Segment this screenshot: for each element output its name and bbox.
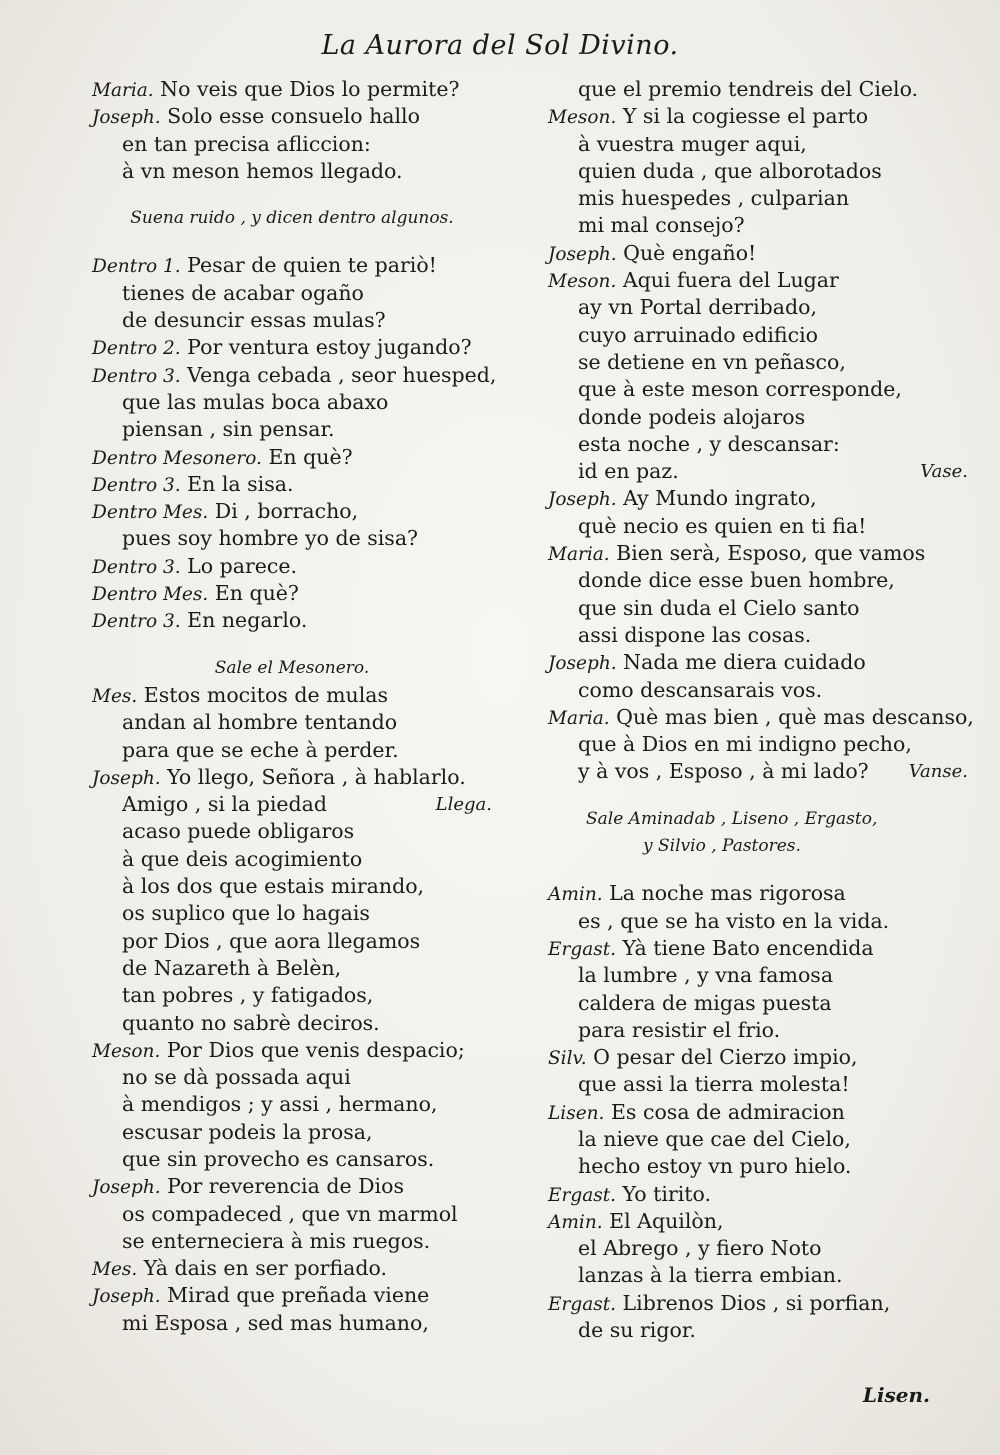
verse-line: [548, 485, 968, 512]
speaker-name: Ergast.: [548, 938, 617, 960]
catchword: Lisen.: [862, 1383, 930, 1407]
speaker-name: Meson.: [92, 1040, 161, 1062]
verse-line: [92, 362, 497, 389]
verse-text: Estos mocitos de mulas: [137, 682, 389, 707]
verse-line: [548, 1099, 968, 1126]
verse-line: [548, 1153, 968, 1180]
verse-line: [92, 791, 492, 818]
verse-line: [92, 553, 492, 580]
verse-text: Yo tirito.: [616, 1181, 712, 1206]
verse-text: quien duda , que alborotados: [578, 158, 882, 183]
verse-text: tan pobres , y fatigados,: [122, 983, 374, 1008]
verse-text: à vuestra muger aqui,: [578, 131, 807, 156]
verse-text: assi dispone las cosas.: [578, 622, 812, 647]
speaker-name: Dentro 3.: [92, 365, 181, 387]
verse-text: que las mulas boca abaxo: [122, 389, 389, 414]
verse-line: [548, 294, 968, 321]
verse-text: hecho estoy vn puro hielo.: [578, 1154, 852, 1179]
verse-line: [548, 322, 968, 349]
verse-line: [92, 307, 492, 334]
stage-direction: Suena ruido , y dicen dentro algunos.: [130, 208, 454, 229]
speaker-name: Ergast.: [548, 1184, 617, 1206]
stage-aside: Vase.: [920, 461, 968, 483]
verse-text: Mirad que preñada viene: [160, 1283, 430, 1308]
verse-text: Yà dais en ser porfiado.: [137, 1256, 387, 1281]
verse-text: que el premio tendreis del Cielo.: [578, 77, 919, 101]
verse-text: Bien serà, Esposo, que vamos: [609, 541, 926, 566]
verse-text: lanzas à la tierra embian.: [578, 1263, 843, 1288]
verse-line: [92, 280, 492, 307]
verse-line: [548, 908, 968, 935]
verse-line: [548, 376, 968, 403]
speaker-name: Joseph.: [92, 767, 161, 789]
verse-text: tienes de acabar ogaño: [122, 280, 364, 305]
running-head: La Aurora del Sol Divino.: [321, 30, 679, 61]
verse-text: Què engaño!: [616, 240, 757, 265]
speaker-name: Dentro 3.: [92, 474, 181, 496]
verse-line: [548, 76, 968, 103]
verse-text: Yo llego, Señora , à hablarlo.: [160, 764, 466, 789]
verse-line: [92, 900, 492, 927]
verse-line: [92, 131, 492, 158]
verse-text: que sin duda el Cielo santo: [578, 595, 860, 620]
verse-text: à mendigos ; y assi , hermano,: [122, 1092, 438, 1117]
verse-line: [92, 607, 492, 634]
verse-text: donde dice esse buen hombre,: [578, 568, 895, 593]
verse-text: En què?: [261, 444, 353, 469]
speaker-name: Dentro 3.: [92, 611, 181, 633]
verse-text: esta noche , y descansar:: [578, 431, 840, 456]
verse-text: Por reverencia de Dios: [160, 1174, 404, 1199]
verse-line: [548, 540, 968, 567]
verse-line: [548, 349, 968, 376]
verse-line: [548, 880, 968, 907]
verse-text: En què?: [208, 581, 299, 606]
verse-text: no se dà possada aqui: [122, 1065, 351, 1090]
verse-text: os compadeced , que vn marmol: [122, 1201, 458, 1226]
verse-line: [92, 1146, 492, 1173]
verse-line: [548, 990, 968, 1017]
right-column: [548, 76, 974, 1344]
verse-line: [92, 1228, 492, 1255]
verse-text: Yà tiene Bato encendida: [616, 935, 874, 960]
stage-aside: Vanse.: [908, 761, 968, 783]
verse-line: [548, 567, 968, 594]
verse-line: [92, 1037, 492, 1064]
verse-text: Por Dios que venis despacio;: [160, 1037, 465, 1062]
verse-line: [548, 103, 968, 130]
verse-line: [548, 267, 968, 294]
verse-line: [548, 1181, 968, 1208]
verse-text: acaso puede obligaros: [122, 819, 355, 844]
verse-line: [548, 431, 968, 458]
left-column: [92, 76, 497, 1337]
verse-text: y à vos , Esposo , à mi lado?: [578, 759, 869, 784]
verse-line: [92, 525, 492, 552]
verse-line: [548, 185, 968, 212]
verse-text: Nada me diera cuidado: [616, 650, 866, 675]
verse-text: de su rigor.: [578, 1318, 696, 1343]
verse-text: En negarlo.: [180, 608, 308, 633]
verse-line: [92, 1119, 492, 1146]
speaker-name: Meson.: [548, 107, 617, 129]
speaker-name: Joseph.: [548, 653, 617, 675]
verse-line: [548, 1208, 968, 1235]
verse-text: es , que se ha visto en la vida.: [578, 908, 890, 933]
verse-line: [92, 252, 492, 279]
verse-line: [92, 764, 492, 791]
verse-text: Ay Mundo ingrato,: [616, 486, 817, 511]
verse-line: [92, 580, 492, 607]
verse-text: que sin provecho es cansaros.: [122, 1146, 435, 1171]
verse-text: Librenos Dios , si porfian,: [616, 1290, 891, 1315]
verse-text: id en paz.: [578, 459, 679, 484]
verse-text: Di , borracho,: [208, 499, 359, 524]
verse-text: Solo esse consuelo hallo: [160, 104, 420, 129]
verse-line: [548, 212, 968, 239]
verse-text: que assi la tierra molesta!: [578, 1072, 850, 1097]
verse-text: quanto no sabrè deciros.: [122, 1010, 380, 1035]
verse-line: [92, 737, 492, 764]
verse-line: [548, 1262, 968, 1289]
verse-line: [92, 498, 492, 525]
verse-line: [92, 955, 492, 982]
verse-text: en tan precisa afliccion:: [122, 131, 371, 156]
verse-line: [548, 595, 968, 622]
verse-text: mi mal consejo?: [578, 213, 745, 238]
verse-text: Y si la cogiesse el parto: [616, 104, 869, 129]
speaker-name: Dentro Mes.: [92, 584, 209, 606]
speaker-name: Dentro Mesonero.: [92, 447, 262, 469]
verse-line: [92, 709, 492, 736]
verse-text: Venga cebada , seor huesped,: [180, 362, 497, 387]
verse-text: para que se eche à perder.: [122, 737, 399, 762]
verse-text: què necio es quien en ti fia!: [578, 513, 867, 538]
verse-text: En la sisa.: [180, 471, 294, 496]
speaker-name: Dentro 2.: [92, 338, 181, 360]
verse-line: [92, 1064, 492, 1091]
verse-text: Què mas bien , què mas descanso,: [609, 704, 974, 729]
verse-text: donde podeis alojaros: [578, 404, 806, 429]
verse-line: [548, 649, 968, 676]
verse-line: [548, 962, 968, 989]
verse-line: [92, 334, 492, 361]
speaker-name: Amin.: [548, 1211, 603, 1233]
verse-text: escusar podeis la prosa,: [122, 1119, 373, 1144]
verse-text: mi Esposa , sed mas humano,: [122, 1310, 429, 1335]
verse-text: Amigo , si la piedad: [122, 792, 327, 817]
verse-line: [548, 1126, 968, 1153]
verse-line: [548, 458, 968, 485]
verse-line: [548, 1290, 968, 1317]
verse-text: No veis que Dios lo permite?: [153, 77, 460, 101]
speaker-name: Joseph.: [548, 243, 617, 265]
verse-text: ay vn Portal derribado,: [578, 295, 817, 320]
verse-line: [92, 103, 492, 130]
speaker-name: Mes.: [92, 1259, 138, 1281]
verse-line: [92, 76, 492, 103]
verse-text: El Aquilòn,: [602, 1208, 724, 1233]
verse-text: el Abrego , y fiero Noto: [578, 1236, 822, 1261]
verse-line: [92, 873, 492, 900]
verse-line: [92, 982, 492, 1009]
verse-line: [548, 158, 968, 185]
verse-text: La noche mas rigorosa: [602, 881, 846, 906]
verse-line: [92, 1173, 492, 1200]
verse-line: [92, 928, 492, 955]
verse-text: cuyo arruinado edificio: [578, 322, 818, 347]
verse-text: à los dos que estais mirando,: [122, 874, 425, 899]
verse-line: [92, 1010, 492, 1037]
verse-text: la lumbre , y vna famosa: [578, 963, 834, 988]
speaker-name: Silv.: [548, 1048, 587, 1070]
verse-text: pues soy hombre yo de sisa?: [122, 526, 419, 551]
verse-text: mis huespedes , culparian: [578, 186, 850, 211]
spacer: [92, 635, 492, 655]
spacer: [548, 786, 968, 806]
verse-text: la nieve que cae del Cielo,: [578, 1126, 851, 1151]
verse-line: [92, 818, 492, 845]
verse-text: Aqui fuera del Lugar: [616, 268, 839, 293]
verse-line: [548, 622, 968, 649]
speaker-name: Dentro 1.: [92, 256, 181, 278]
spacer: [548, 860, 968, 880]
verse-line: [92, 1310, 492, 1337]
verse-text: os suplico que lo hagais: [122, 901, 370, 926]
verse-line: [548, 1071, 968, 1098]
verse-line: [548, 1317, 968, 1344]
spacer: [92, 232, 492, 252]
verse-text: Pesar de quien te pariò!: [180, 253, 437, 278]
speaker-name: Ergast.: [548, 1293, 617, 1315]
verse-text: para resistir el frio.: [578, 1017, 781, 1042]
speaker-name: Joseph.: [92, 1177, 161, 1199]
verse-line: [92, 389, 492, 416]
verse-line: [548, 677, 968, 704]
speaker-name: Amin.: [548, 884, 603, 906]
verse-line: [92, 846, 492, 873]
verse-line: [548, 935, 968, 962]
verse-text: Es cosa de admiracion: [604, 1099, 845, 1124]
speaker-name: Lisen.: [548, 1102, 605, 1124]
verse-line: [92, 471, 492, 498]
verse-text: Por ventura estoy jugando?: [180, 335, 472, 360]
speaker-name: Joseph.: [92, 107, 161, 129]
verse-line: [548, 404, 968, 431]
verse-text: que à Dios en mi indigno pecho,: [578, 732, 912, 757]
speaker-name: Maria.: [92, 80, 154, 101]
speaker-name: Maria.: [548, 544, 610, 566]
verse-text: que à este meson corresponde,: [578, 377, 902, 402]
verse-text: de Nazareth à Belèn,: [122, 955, 342, 980]
verse-text: andan al hombre tentando: [122, 710, 398, 735]
speaker-name: Joseph.: [92, 1286, 161, 1308]
spacer: [92, 185, 492, 205]
verse-line: [548, 1017, 968, 1044]
verse-line: [548, 240, 968, 267]
verse-line: [548, 513, 968, 540]
verse-line: [92, 682, 492, 709]
verse-line: [92, 1255, 492, 1282]
speaker-name: Dentro Mes.: [92, 502, 209, 524]
speaker-name: Maria.: [548, 707, 610, 729]
verse-line: [92, 1091, 492, 1118]
verse-line: [548, 131, 968, 158]
speaker-name: Meson.: [548, 271, 617, 293]
verse-line: [548, 1044, 968, 1071]
stage-direction: Sale Aminadab , Liseno , Ergasto,: [586, 808, 878, 829]
speaker-name: Mes.: [92, 685, 138, 707]
verse-line: [92, 444, 492, 471]
verse-line: [92, 1282, 492, 1309]
verse-text: se enterneciera à mis ruegos.: [122, 1228, 431, 1253]
verse-text: O pesar del Cierzo impio,: [586, 1045, 858, 1070]
verse-text: Lo parece.: [180, 553, 298, 578]
stage-aside: Llega.: [435, 794, 492, 816]
verse-line: [548, 1235, 968, 1262]
verse-line: [548, 704, 974, 731]
verse-text: de desuncir essas mulas?: [122, 308, 386, 333]
speaker-name: Dentro 3.: [92, 556, 181, 578]
stage-direction: Sale el Mesonero.: [214, 657, 370, 678]
verse-text: à que deis acogimiento: [122, 846, 363, 871]
verse-line: [548, 731, 968, 758]
verse-text: como descansarais vos.: [578, 677, 823, 702]
verse-text: piensan , sin pensar.: [122, 417, 335, 442]
verse-text: à vn meson hemos llegado.: [122, 158, 403, 183]
verse-text: se detiene en vn peñasco,: [578, 349, 846, 374]
verse-text: caldera de migas puesta: [578, 990, 832, 1015]
verse-line: [548, 758, 968, 785]
verse-line: [92, 416, 492, 443]
speaker-name: Joseph.: [548, 489, 617, 511]
verse-text: por Dios , que aora llegamos: [122, 928, 421, 953]
stage-direction: y Silvio , Pastores.: [643, 836, 801, 857]
verse-line: [92, 1201, 492, 1228]
verse-line: [92, 158, 492, 185]
